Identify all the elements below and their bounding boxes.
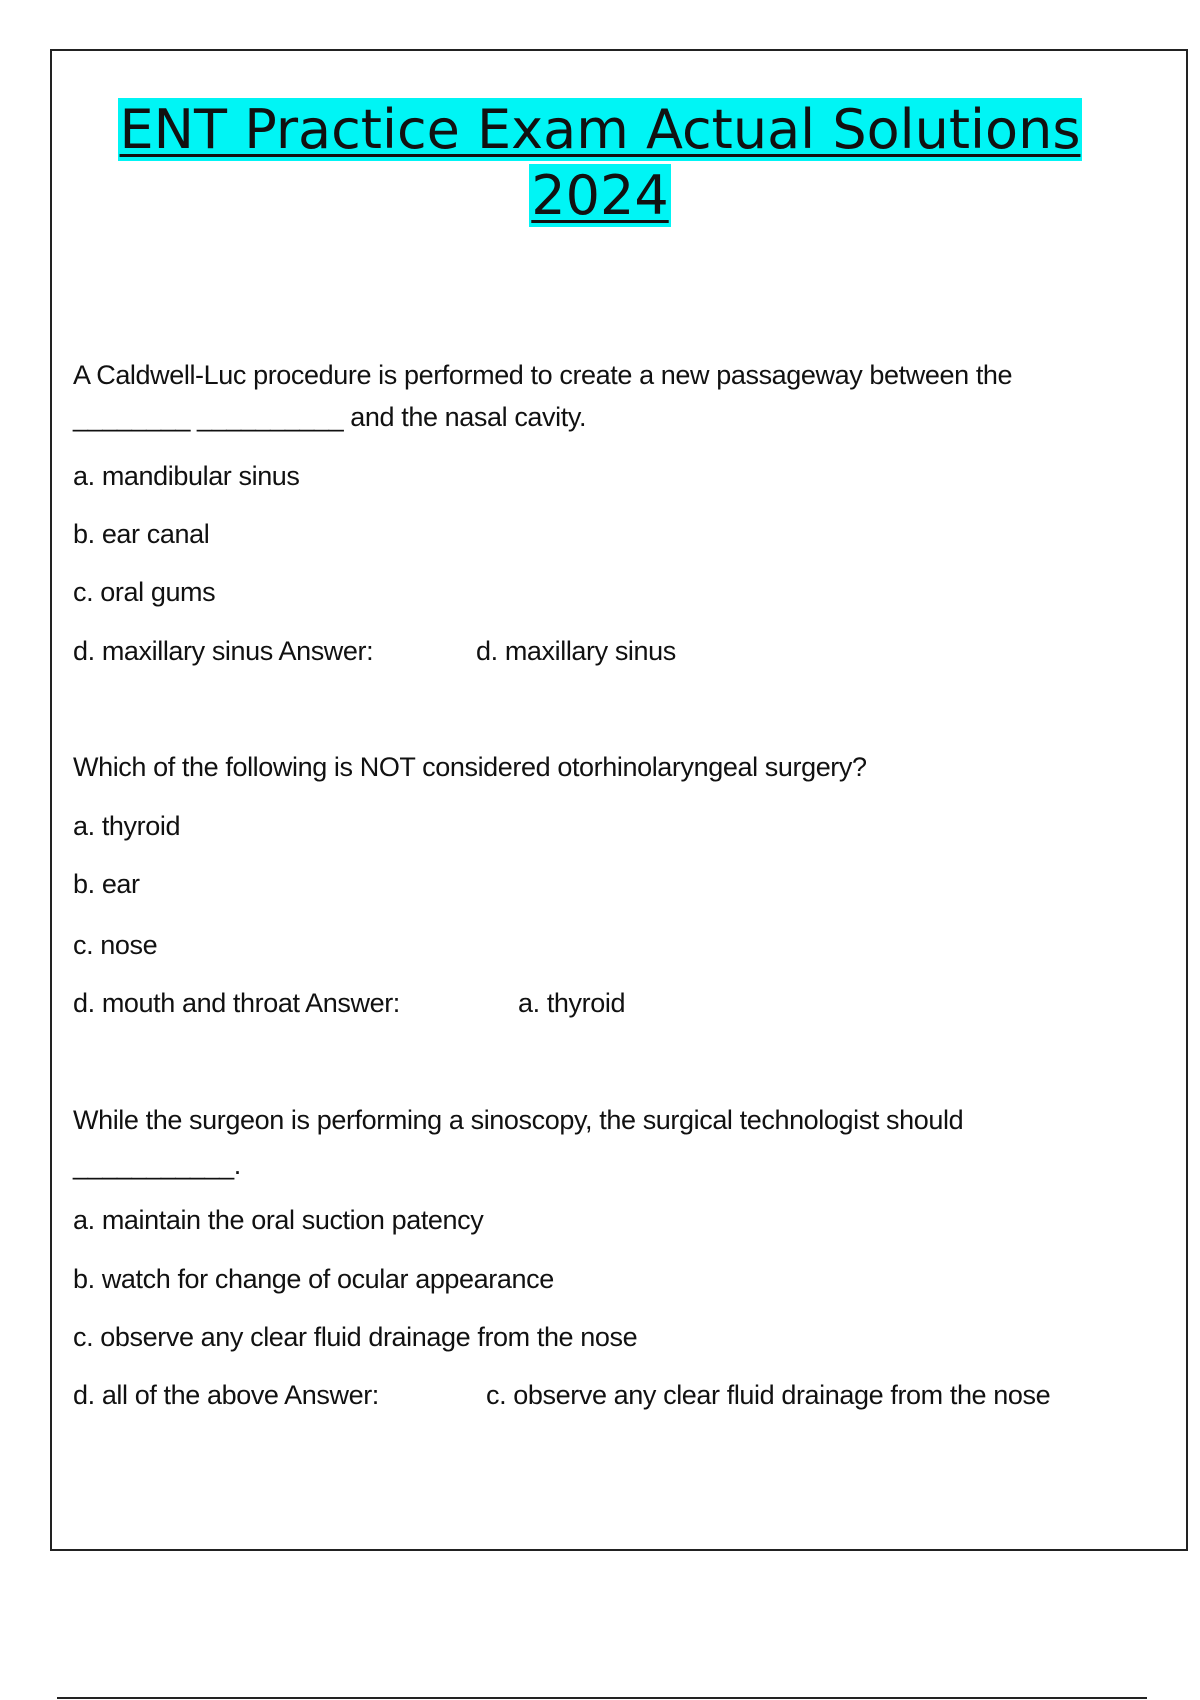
question-2-option-c: c. nose [73,930,158,960]
question-2-answer: a. thyroid [518,988,626,1018]
question-1-option-a: a. mandibular sinus [73,461,300,491]
document-title-year [0,164,1200,228]
question-2-option-d: d. mouth and throat Answer: [73,988,400,1018]
question-2-option-b: b. ear [73,869,140,899]
question-3-option-d: d. all of the above Answer: [73,1380,379,1410]
question-1-option-c: c. oral gums [73,577,216,607]
question-3-option-a: a. maintain the oral suction patency [73,1205,484,1235]
footer-divider [57,1697,1147,1699]
title-line-1: ENT Practice Exam Actual Solutions [119,98,1081,161]
question-1-option-b: b. ear canal [73,519,210,549]
question-3-option-b: b. watch for change of ocular appearance [73,1264,554,1294]
title-line-2: 2024 [531,164,669,227]
question-3-stem: While the surgeon is performing a sinoscopy, the surgical technologist should [73,1105,964,1135]
question-3-answer: c. observe any clear fluid drainage from the nose [486,1380,1051,1410]
question-3-stem-cont: ___________. [73,1150,241,1180]
question-3-option-c: c. observe any clear fluid drainage from the nose [73,1322,638,1352]
question-2-stem: Which of the following is NOT considered otorhinolaryngeal surgery? [73,752,867,782]
question-1-stem: A Caldwell-Luc procedure is performed to create a new passageway between the [73,360,1013,390]
question-1-answer: d. maxillary sinus [476,636,676,666]
document-title [0,98,1200,162]
question-1-option-d: d. maxillary sinus Answer: [73,636,374,666]
question-1-stem-cont: ________ __________ and the nasal cavity. [73,402,587,432]
question-2-option-a: a. thyroid [73,811,181,841]
